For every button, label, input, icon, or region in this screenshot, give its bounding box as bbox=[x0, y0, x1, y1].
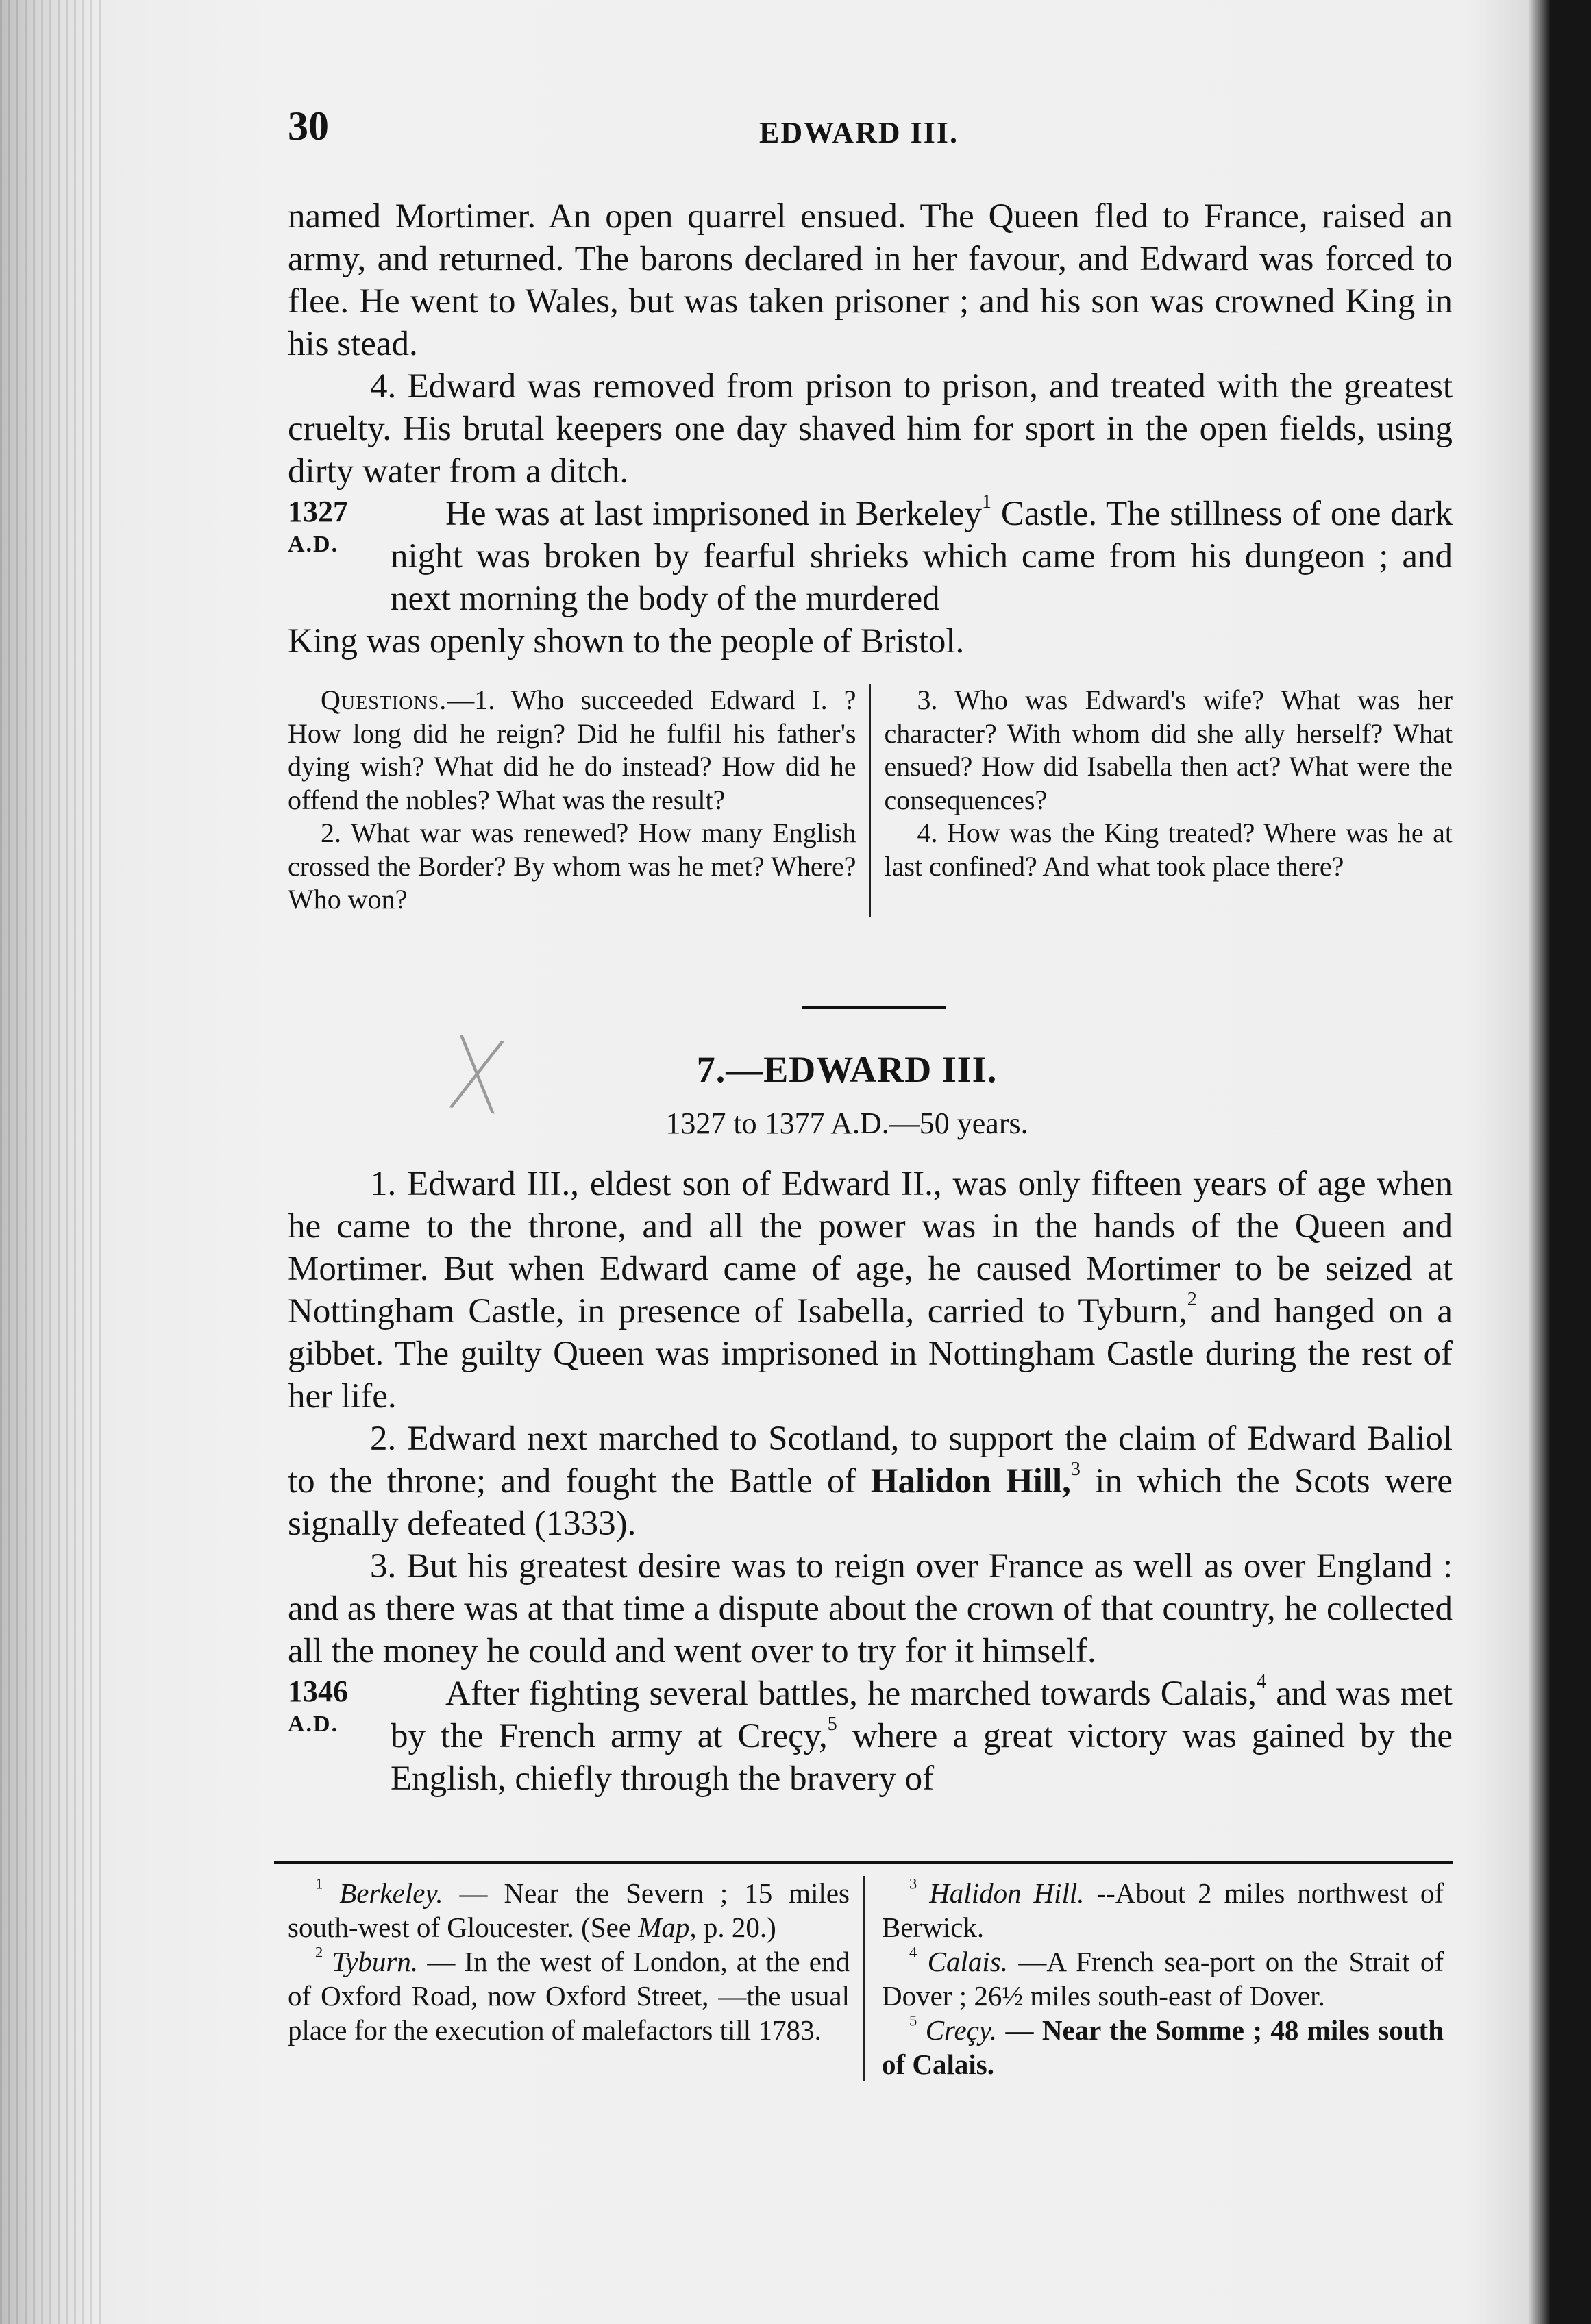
footnote-4 bbox=[882, 1944, 1444, 2013]
chapter-title: 7.—EDWARD III. bbox=[696, 1049, 998, 1090]
pencil-mark-icon: ᚷ bbox=[446, 1026, 508, 1124]
footnote-ref: 2 bbox=[1187, 1288, 1197, 1310]
footnote-text: p. 20.) bbox=[696, 1912, 776, 1943]
footnote-number: 5 bbox=[909, 2012, 917, 2029]
bold-term: Halidon Hill, bbox=[870, 1462, 1071, 1500]
question-text: —1. Who succeeded Edward I. ? How long did he reign? Did he fulfil his father's dying wish? What did he do instead? How did he offend the nobles? What was the result? bbox=[288, 684, 856, 815]
margin-date-era: A.D. bbox=[288, 532, 339, 557]
footnote-2 bbox=[288, 1944, 850, 2047]
footnote-term: Creçy. bbox=[925, 2014, 998, 2046]
questions-box bbox=[288, 684, 1453, 917]
page-number: 30 bbox=[288, 103, 329, 149]
running-title: EDWARD III. bbox=[759, 116, 959, 149]
footnote-ref: 3 bbox=[1070, 1458, 1081, 1480]
footnote-ref: 5 bbox=[827, 1713, 837, 1735]
footnote-5 bbox=[882, 2013, 1444, 2081]
footnote-3 bbox=[882, 1876, 1444, 1944]
text-run: 2. Edward next marched to Scotland, to support the claim of Edward Baliol to the throne; and fought the Battle of bbox=[288, 1420, 1453, 1500]
question-1 bbox=[288, 684, 856, 817]
footnote-1 bbox=[288, 1876, 850, 1944]
footnote-ref: 1 bbox=[981, 491, 991, 512]
footnote-term: Halidon Hill. bbox=[929, 1877, 1085, 1909]
footnote-text: —A French sea-port on the Strait of Dover ; 26½ miles south-east of Dover. bbox=[882, 1946, 1444, 2012]
previous-chapter-text bbox=[288, 195, 1453, 663]
dated-passage-1327 bbox=[288, 493, 1453, 620]
paragraph-tail: King was openly shown to the people of Bristol. bbox=[288, 622, 965, 660]
text-run: 1. Edward III., eldest son of Edward II., was only fifteen years of age when he came to the throne, and all the power was in the hands of the Queen and Mortimer. But when Edward came of age, he caused Mortimer to be seized at Nottingham Castle, in presence of Isabella, carried to Tyburn, bbox=[288, 1165, 1453, 1331]
footnote-number: 2 bbox=[315, 1943, 323, 1961]
dated-passage-1346 bbox=[288, 1672, 1453, 1800]
footnote-number: 4 bbox=[909, 1943, 917, 1961]
margin-date bbox=[288, 1675, 370, 1741]
footnote-text: — Near the Somme ; 48 miles south of Calais. bbox=[882, 2014, 1444, 2080]
margin-date-year: 1327 bbox=[288, 495, 348, 528]
text-run: After fighting several battles, he marched towards Calais, bbox=[445, 1674, 1257, 1713]
paragraph-3: 3. But his greatest desire was to reign over France as well as over England : and as there was at that time a dispute about the crown of that country, he collected all the money he could and went over to try for it himself. bbox=[288, 1547, 1453, 1670]
footnote-term: Berkeley. bbox=[339, 1877, 443, 1909]
footnote-term: Calais. bbox=[927, 1946, 1009, 1977]
text-run: Castle. The stillness of one dark night was broken by fearful shrieks which came from his dungeon ; and next morning the body of the murdered bbox=[391, 495, 1453, 618]
question-2: 2. What war was renewed? How many English crossed the Border? By whom was he met? Where? Who won? bbox=[288, 817, 856, 915]
footnote-text: --About 2 miles northwest of Berwick. bbox=[882, 1877, 1444, 1943]
text-run: and was met by the French army at Creçy, bbox=[391, 1674, 1453, 1755]
scan-border bbox=[1550, 0, 1591, 2324]
footnotes-right-column bbox=[865, 1876, 1444, 2081]
footnote-text: — In the west of London, at the end of Oxford Road, now Oxford Street, —the usual place for the execution of malefactors till 1783. bbox=[288, 1946, 850, 2046]
text-run: in which the Scots were signally defeated (1333). bbox=[288, 1462, 1453, 1543]
text-run: where a great victory was gained by the English, chiefly through the bravery of bbox=[391, 1717, 1453, 1798]
questions-right-column bbox=[871, 684, 1453, 917]
page-edge-shadow bbox=[0, 0, 103, 2324]
paragraph-1 bbox=[288, 1163, 1453, 1418]
dated-passage-text bbox=[391, 1672, 1453, 1800]
margin-date bbox=[288, 495, 370, 561]
footnote-map-ref: Map, bbox=[638, 1912, 697, 1943]
footnote-number: 1 bbox=[315, 1875, 323, 1892]
footnotes-left-column bbox=[288, 1876, 850, 2081]
paragraph-2 bbox=[288, 1418, 1453, 1545]
footnote-ref: 4 bbox=[1257, 1670, 1267, 1692]
chapter-text bbox=[288, 1163, 1453, 1800]
margin-date-year: 1346 bbox=[288, 1674, 348, 1708]
footnotes bbox=[288, 1876, 1453, 2081]
text-run: and hanged on a gibbet. The guilty Queen was imprisoned in Nottingham Castle during the rest of her life. bbox=[288, 1292, 1453, 1416]
footnote-term: Tyburn. bbox=[332, 1946, 419, 1977]
questions-label: Questions. bbox=[321, 684, 447, 715]
questions-left-column bbox=[288, 684, 856, 917]
footnote-rule bbox=[274, 1861, 1453, 1864]
dated-passage-text bbox=[391, 493, 1453, 620]
section-rule bbox=[802, 1006, 946, 1009]
margin-date-era: A.D. bbox=[288, 1711, 339, 1737]
text-run: He was at last imprisoned in Berkeley bbox=[445, 495, 982, 533]
paragraph-4: 4. Edward was removed from prison to prison, and treated with the greatest cruelty. His brutal keepers one day shaved him for sport in the open fields, using dirty water from a ditch. bbox=[288, 367, 1453, 491]
chapter-dates: 1327 to 1377 A.D.—50 years. bbox=[665, 1107, 1028, 1140]
question-3: 3. Who was Edward's wife? What was her character? With whom did she ally herself? What ensued? How did Isabella then act? What were the consequences? bbox=[884, 684, 1453, 815]
footnote-number: 3 bbox=[909, 1875, 917, 1892]
paragraph-continuation: named Mortimer. An open quarrel ensued. The Queen fled to France, raised an army, and returned. The barons declared in her favour, and Edward was forced to flee. He went to Wales, but was taken prisoner ; and his son was crowned King in his stead. bbox=[288, 197, 1453, 363]
footnote-text: — Near the Severn ; 15 miles south-west of Gloucester. (See bbox=[288, 1877, 850, 1943]
question-4: 4. How was the King treated? Where was he at last confined? And what took place there? bbox=[884, 817, 1453, 882]
